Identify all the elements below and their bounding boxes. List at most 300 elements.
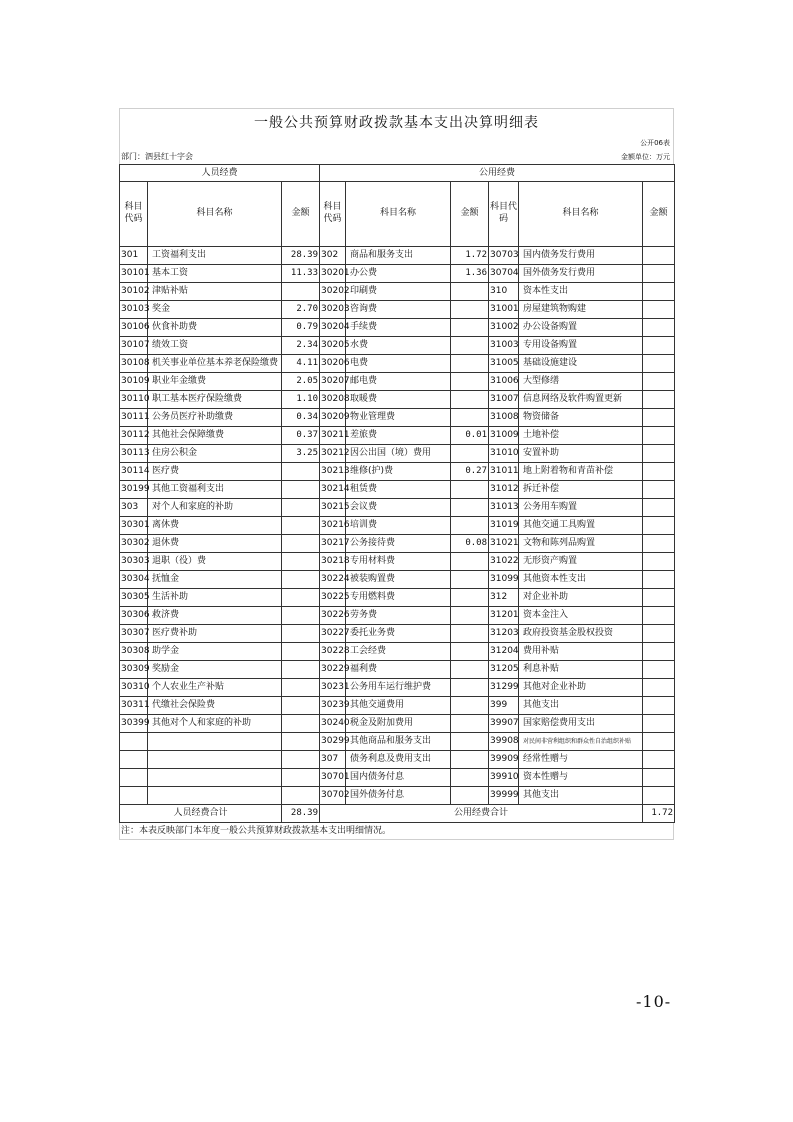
name-cell: 因公出国（境）费用 <box>346 445 451 463</box>
name-cell: 电费 <box>346 355 451 373</box>
table-row <box>120 715 675 733</box>
amount-cell <box>643 607 675 625</box>
code-cell: 30305 <box>120 589 148 607</box>
code-cell: 31007 <box>489 391 519 409</box>
amount-cell <box>451 643 489 661</box>
amount-cell <box>282 769 320 787</box>
name-cell: 其他交通工具购置 <box>519 517 643 535</box>
name-cell: 其他商品和服务支出 <box>346 733 451 751</box>
name-cell: 差旅费 <box>346 427 451 445</box>
table-row <box>120 247 675 265</box>
public-header: 公用经费 <box>320 165 675 182</box>
name-cell: 国内债务付息 <box>346 769 451 787</box>
amount-cell <box>643 355 675 373</box>
amount-cell <box>282 787 320 805</box>
code-cell: 30111 <box>120 409 148 427</box>
amount-cell <box>643 643 675 661</box>
code-cell: 30225 <box>320 589 346 607</box>
name-cell: 伙食补助费 <box>148 319 282 337</box>
col-code-header: 科目代码 <box>489 182 519 247</box>
name-cell: 费用补贴 <box>519 643 643 661</box>
name-cell: 地上附着物和青苗补偿 <box>519 463 643 481</box>
amount-cell <box>451 481 489 499</box>
name-cell: 生活补助 <box>148 589 282 607</box>
amount-cell <box>282 499 320 517</box>
code-cell: 31008 <box>489 409 519 427</box>
name-cell <box>148 769 282 787</box>
code-cell: 31204 <box>489 643 519 661</box>
report-sheet <box>119 108 674 840</box>
name-cell: 资本金注入 <box>519 607 643 625</box>
table-row <box>120 319 675 337</box>
amount-cell <box>451 715 489 733</box>
amount-cell <box>643 283 675 301</box>
amount-cell <box>451 589 489 607</box>
amount-cell <box>643 697 675 715</box>
amount-cell <box>282 283 320 301</box>
table-row <box>120 787 675 805</box>
table-row <box>120 265 675 283</box>
name-cell: 工会经费 <box>346 643 451 661</box>
name-cell: 国外债务付息 <box>346 787 451 805</box>
amount-cell <box>451 679 489 697</box>
code-cell: 31019 <box>489 517 519 535</box>
code-cell: 39999 <box>489 787 519 805</box>
code-cell: 31021 <box>489 535 519 553</box>
name-cell: 退职（役）费 <box>148 553 282 571</box>
code-cell: 30203 <box>320 301 346 319</box>
amount-cell <box>451 733 489 751</box>
amount-cell <box>451 445 489 463</box>
name-cell: 其他社会保障缴费 <box>148 427 282 445</box>
amount-cell <box>282 571 320 589</box>
name-cell: 奖励金 <box>148 661 282 679</box>
amount-cell: 0.01 <box>451 427 489 445</box>
code-cell: 30303 <box>120 553 148 571</box>
table-row <box>120 409 675 427</box>
amount-cell <box>451 409 489 427</box>
name-cell: 医疗费补助 <box>148 625 282 643</box>
name-cell: 个人农业生产补贴 <box>148 679 282 697</box>
name-cell: 税金及附加费用 <box>346 715 451 733</box>
col-name-header: 科目名称 <box>346 182 451 247</box>
amount-cell <box>643 517 675 535</box>
table-row <box>120 661 675 679</box>
code-cell: 30226 <box>320 607 346 625</box>
amount-cell <box>282 535 320 553</box>
name-cell: 职业年金缴费 <box>148 373 282 391</box>
code-cell: 399 <box>489 697 519 715</box>
name-cell: 办公设备购置 <box>519 319 643 337</box>
amount-cell: 0.37 <box>282 427 320 445</box>
table-row <box>120 391 675 409</box>
name-cell: 福利费 <box>346 661 451 679</box>
amount-cell: 0.27 <box>451 463 489 481</box>
amount-cell: 0.08 <box>451 535 489 553</box>
name-cell: 大型修缮 <box>519 373 643 391</box>
name-cell: 其他对企业补助 <box>519 679 643 697</box>
name-cell: 咨询费 <box>346 301 451 319</box>
name-cell: 办公费 <box>346 265 451 283</box>
amount-cell <box>451 661 489 679</box>
code-cell: 30112 <box>120 427 148 445</box>
code-cell: 30201 <box>320 265 346 283</box>
amount-cell <box>643 751 675 769</box>
code-cell: 30229 <box>320 661 346 679</box>
name-cell: 对企业补助 <box>519 589 643 607</box>
name-cell: 抚恤金 <box>148 571 282 589</box>
amount-cell <box>282 679 320 697</box>
amount-cell <box>643 679 675 697</box>
code-cell: 30204 <box>320 319 346 337</box>
table-row <box>120 553 675 571</box>
code-cell: 30704 <box>489 265 519 283</box>
amount-cell <box>451 607 489 625</box>
name-cell: 物资储备 <box>519 409 643 427</box>
personnel-total-value: 28.39 <box>282 805 320 823</box>
name-cell: 其他工资福利支出 <box>148 481 282 499</box>
expenditure-table <box>119 164 675 823</box>
name-cell: 其他资本性支出 <box>519 571 643 589</box>
name-cell <box>148 733 282 751</box>
amount-cell <box>282 697 320 715</box>
code-cell: 30701 <box>320 769 346 787</box>
code-cell: 31009 <box>489 427 519 445</box>
code-cell: 30302 <box>120 535 148 553</box>
col-amount-header: 金额 <box>451 182 489 247</box>
amount-cell <box>643 337 675 355</box>
name-cell: 职工基本医疗保险缴费 <box>148 391 282 409</box>
table-row <box>120 427 675 445</box>
code-cell: 31001 <box>489 301 519 319</box>
amount-cell <box>451 787 489 805</box>
name-cell: 国内债务发行费用 <box>519 247 643 265</box>
code-cell: 39907 <box>489 715 519 733</box>
code-cell: 30109 <box>120 373 148 391</box>
table-row <box>120 481 675 499</box>
table-row <box>120 337 675 355</box>
name-cell: 取暖费 <box>346 391 451 409</box>
amount-cell <box>643 409 675 427</box>
col-code-header: 科目代码 <box>320 182 346 247</box>
code-cell: 30209 <box>320 409 346 427</box>
name-cell: 商品和服务支出 <box>346 247 451 265</box>
amount-cell: 1.10 <box>282 391 320 409</box>
name-cell: 债务利息及费用支出 <box>346 751 451 769</box>
amount-cell <box>282 481 320 499</box>
code-cell: 30703 <box>489 247 519 265</box>
code-cell: 30310 <box>120 679 148 697</box>
code-cell: 31022 <box>489 553 519 571</box>
amount-cell <box>643 427 675 445</box>
name-cell: 助学金 <box>148 643 282 661</box>
table-row <box>120 373 675 391</box>
amount-cell: 1.36 <box>451 265 489 283</box>
code-cell: 310 <box>489 283 519 301</box>
code-cell: 30304 <box>120 571 148 589</box>
name-cell: 奖金 <box>148 301 282 319</box>
code-cell: 39910 <box>489 769 519 787</box>
name-cell: 公务接待费 <box>346 535 451 553</box>
name-cell: 其他支出 <box>519 787 643 805</box>
amount-cell <box>451 751 489 769</box>
name-cell: 租赁费 <box>346 481 451 499</box>
name-cell: 水费 <box>346 337 451 355</box>
amount-cell <box>451 391 489 409</box>
code-cell: 30702 <box>320 787 346 805</box>
name-cell: 公务用车运行维护费 <box>346 679 451 697</box>
code-cell: 30216 <box>320 517 346 535</box>
amount-cell <box>643 319 675 337</box>
col-amount-header: 金额 <box>643 182 675 247</box>
amount-cell <box>282 733 320 751</box>
code-cell: 30299 <box>320 733 346 751</box>
name-cell: 政府投资基金股权投资 <box>519 625 643 643</box>
amount-cell <box>643 391 675 409</box>
table-row <box>120 283 675 301</box>
amount-cell <box>451 769 489 787</box>
amount-cell <box>643 265 675 283</box>
name-cell: 文物和陈列品购置 <box>519 535 643 553</box>
report-title: 一般公共预算财政拨款基本支出决算明细表 <box>119 108 674 137</box>
code-cell: 30107 <box>120 337 148 355</box>
name-cell <box>148 787 282 805</box>
name-cell: 国外债务发行费用 <box>519 265 643 283</box>
code-cell: 30199 <box>120 481 148 499</box>
col-code-header: 科目代码 <box>120 182 148 247</box>
code-cell: 30224 <box>320 571 346 589</box>
code-cell: 301 <box>120 247 148 265</box>
amount-cell <box>643 247 675 265</box>
amount-cell: 0.34 <box>282 409 320 427</box>
name-cell: 其他交通费用 <box>346 697 451 715</box>
code-cell: 30399 <box>120 715 148 733</box>
amount-cell <box>451 283 489 301</box>
table-row <box>120 769 675 787</box>
name-cell: 资本性支出 <box>519 283 643 301</box>
page-number: -10- <box>636 992 672 1011</box>
code-cell: 30240 <box>320 715 346 733</box>
amount-cell <box>643 625 675 643</box>
table-row <box>120 355 675 373</box>
table-row <box>120 589 675 607</box>
name-cell: 公务用车购置 <box>519 499 643 517</box>
table-row <box>120 499 675 517</box>
code-cell: 30101 <box>120 265 148 283</box>
amount-cell <box>282 661 320 679</box>
form-code: 公开06表 <box>119 137 674 150</box>
amount-cell: 3.25 <box>282 445 320 463</box>
amount-cell <box>282 553 320 571</box>
code-cell: 30214 <box>320 481 346 499</box>
amount-cell <box>451 571 489 589</box>
code-cell: 30114 <box>120 463 148 481</box>
amount-cell <box>451 517 489 535</box>
code-cell: 30217 <box>320 535 346 553</box>
code-cell: 39909 <box>489 751 519 769</box>
public-total-label: 公用经费合计 <box>320 805 643 823</box>
amount-cell <box>643 553 675 571</box>
name-cell: 物业管理费 <box>346 409 451 427</box>
name-cell: 退休费 <box>148 535 282 553</box>
amount-cell <box>282 751 320 769</box>
amount-cell: 4.11 <box>282 355 320 373</box>
code-cell: 303 <box>120 499 148 517</box>
name-cell: 被装购置费 <box>346 571 451 589</box>
name-cell: 专用设备购置 <box>519 337 643 355</box>
amount-cell <box>643 661 675 679</box>
amount-cell <box>282 517 320 535</box>
code-cell: 30106 <box>120 319 148 337</box>
code-cell: 307 <box>320 751 346 769</box>
amount-cell <box>643 589 675 607</box>
amount-cell: 28.39 <box>282 247 320 265</box>
amount-cell <box>643 715 675 733</box>
name-cell: 专用燃料费 <box>346 589 451 607</box>
code-cell: 31010 <box>489 445 519 463</box>
total-row <box>120 805 675 823</box>
code-cell: 312 <box>489 589 519 607</box>
table-row <box>120 463 675 481</box>
table-row <box>120 445 675 463</box>
table-note: 注：本表反映部门本年度一般公共预算财政拨款基本支出明细情况。 <box>119 823 674 840</box>
name-cell: 信息网络及软件购置更新 <box>519 391 643 409</box>
name-cell: 国家赔偿费用支出 <box>519 715 643 733</box>
code-cell: 31201 <box>489 607 519 625</box>
name-cell: 工资福利支出 <box>148 247 282 265</box>
code-cell: 30228 <box>320 643 346 661</box>
code-cell: 31203 <box>489 625 519 643</box>
code-cell: 30207 <box>320 373 346 391</box>
table-row <box>120 607 675 625</box>
amount-cell <box>451 625 489 643</box>
amount-cell: 2.05 <box>282 373 320 391</box>
name-cell: 经常性赠与 <box>519 751 643 769</box>
code-cell: 31013 <box>489 499 519 517</box>
code-cell: 30231 <box>320 679 346 697</box>
amount-cell <box>282 715 320 733</box>
code-cell <box>120 769 148 787</box>
code-cell: 30301 <box>120 517 148 535</box>
name-cell: 维修(护)费 <box>346 463 451 481</box>
name-cell: 离休费 <box>148 517 282 535</box>
code-cell: 30311 <box>120 697 148 715</box>
amount-cell <box>643 733 675 751</box>
code-cell: 30108 <box>120 355 148 373</box>
table-row <box>120 517 675 535</box>
code-cell: 30208 <box>320 391 346 409</box>
code-cell: 30227 <box>320 625 346 643</box>
name-cell: 机关事业单位基本养老保险缴费 <box>148 355 282 373</box>
name-cell: 基础设施建设 <box>519 355 643 373</box>
code-cell: 31299 <box>489 679 519 697</box>
table-row <box>120 751 675 769</box>
name-cell: 代缴社会保险费 <box>148 697 282 715</box>
code-cell: 30212 <box>320 445 346 463</box>
amount-cell <box>282 589 320 607</box>
name-cell: 印刷费 <box>346 283 451 301</box>
name-cell: 劳务费 <box>346 607 451 625</box>
table-row <box>120 733 675 751</box>
amount-cell: 2.70 <box>282 301 320 319</box>
amount-cell <box>451 697 489 715</box>
meta-line <box>119 150 674 164</box>
amount-cell <box>643 787 675 805</box>
column-header-row <box>120 182 675 247</box>
table-row <box>120 643 675 661</box>
name-cell: 其他支出 <box>519 697 643 715</box>
amount-cell <box>451 373 489 391</box>
code-cell: 30205 <box>320 337 346 355</box>
code-cell: 39908 <box>489 733 519 751</box>
code-cell: 30206 <box>320 355 346 373</box>
code-cell <box>120 751 148 769</box>
code-cell: 30307 <box>120 625 148 643</box>
table-row <box>120 697 675 715</box>
name-cell <box>148 751 282 769</box>
name-cell: 无形资产购置 <box>519 553 643 571</box>
code-cell: 31006 <box>489 373 519 391</box>
name-cell: 委托业务费 <box>346 625 451 643</box>
code-cell: 31003 <box>489 337 519 355</box>
name-cell: 公务员医疗补助缴费 <box>148 409 282 427</box>
unit-label: 金额单位：万元 <box>621 153 670 161</box>
table-row <box>120 625 675 643</box>
code-cell: 30103 <box>120 301 148 319</box>
name-cell: 资本性赠与 <box>519 769 643 787</box>
code-cell: 31205 <box>489 661 519 679</box>
amount-cell <box>643 373 675 391</box>
name-cell: 专用材料费 <box>346 553 451 571</box>
name-cell: 住房公积金 <box>148 445 282 463</box>
code-cell: 31005 <box>489 355 519 373</box>
amount-cell <box>282 643 320 661</box>
col-name-header: 科目名称 <box>148 182 282 247</box>
public-total-value: 1.72 <box>643 805 675 823</box>
code-cell: 31099 <box>489 571 519 589</box>
amount-cell <box>643 301 675 319</box>
department-label: 部门：泗县红十字会 <box>121 152 193 161</box>
name-cell: 其他对个人和家庭的补助 <box>148 715 282 733</box>
name-cell: 土地补偿 <box>519 427 643 445</box>
amount-cell: 1.72 <box>451 247 489 265</box>
code-cell: 30309 <box>120 661 148 679</box>
col-amount-header: 金额 <box>282 182 320 247</box>
name-cell: 医疗费 <box>148 463 282 481</box>
name-cell: 津贴补贴 <box>148 283 282 301</box>
amount-cell <box>643 463 675 481</box>
name-cell: 对民间非营利组织和群众性自治组织补贴 <box>519 733 643 751</box>
amount-cell <box>643 535 675 553</box>
table-row <box>120 571 675 589</box>
code-cell: 30239 <box>320 697 346 715</box>
name-cell: 安置补助 <box>519 445 643 463</box>
amount-cell: 2.34 <box>282 337 320 355</box>
amount-cell <box>643 571 675 589</box>
name-cell: 基本工资 <box>148 265 282 283</box>
amount-cell: 0.79 <box>282 319 320 337</box>
table-row <box>120 679 675 697</box>
code-cell: 30211 <box>320 427 346 445</box>
amount-cell <box>282 607 320 625</box>
personnel-header: 人员经费 <box>120 165 320 182</box>
code-cell: 30218 <box>320 553 346 571</box>
code-cell: 30308 <box>120 643 148 661</box>
code-cell: 30102 <box>120 283 148 301</box>
name-cell: 手续费 <box>346 319 451 337</box>
amount-cell <box>282 625 320 643</box>
code-cell: 30202 <box>320 283 346 301</box>
